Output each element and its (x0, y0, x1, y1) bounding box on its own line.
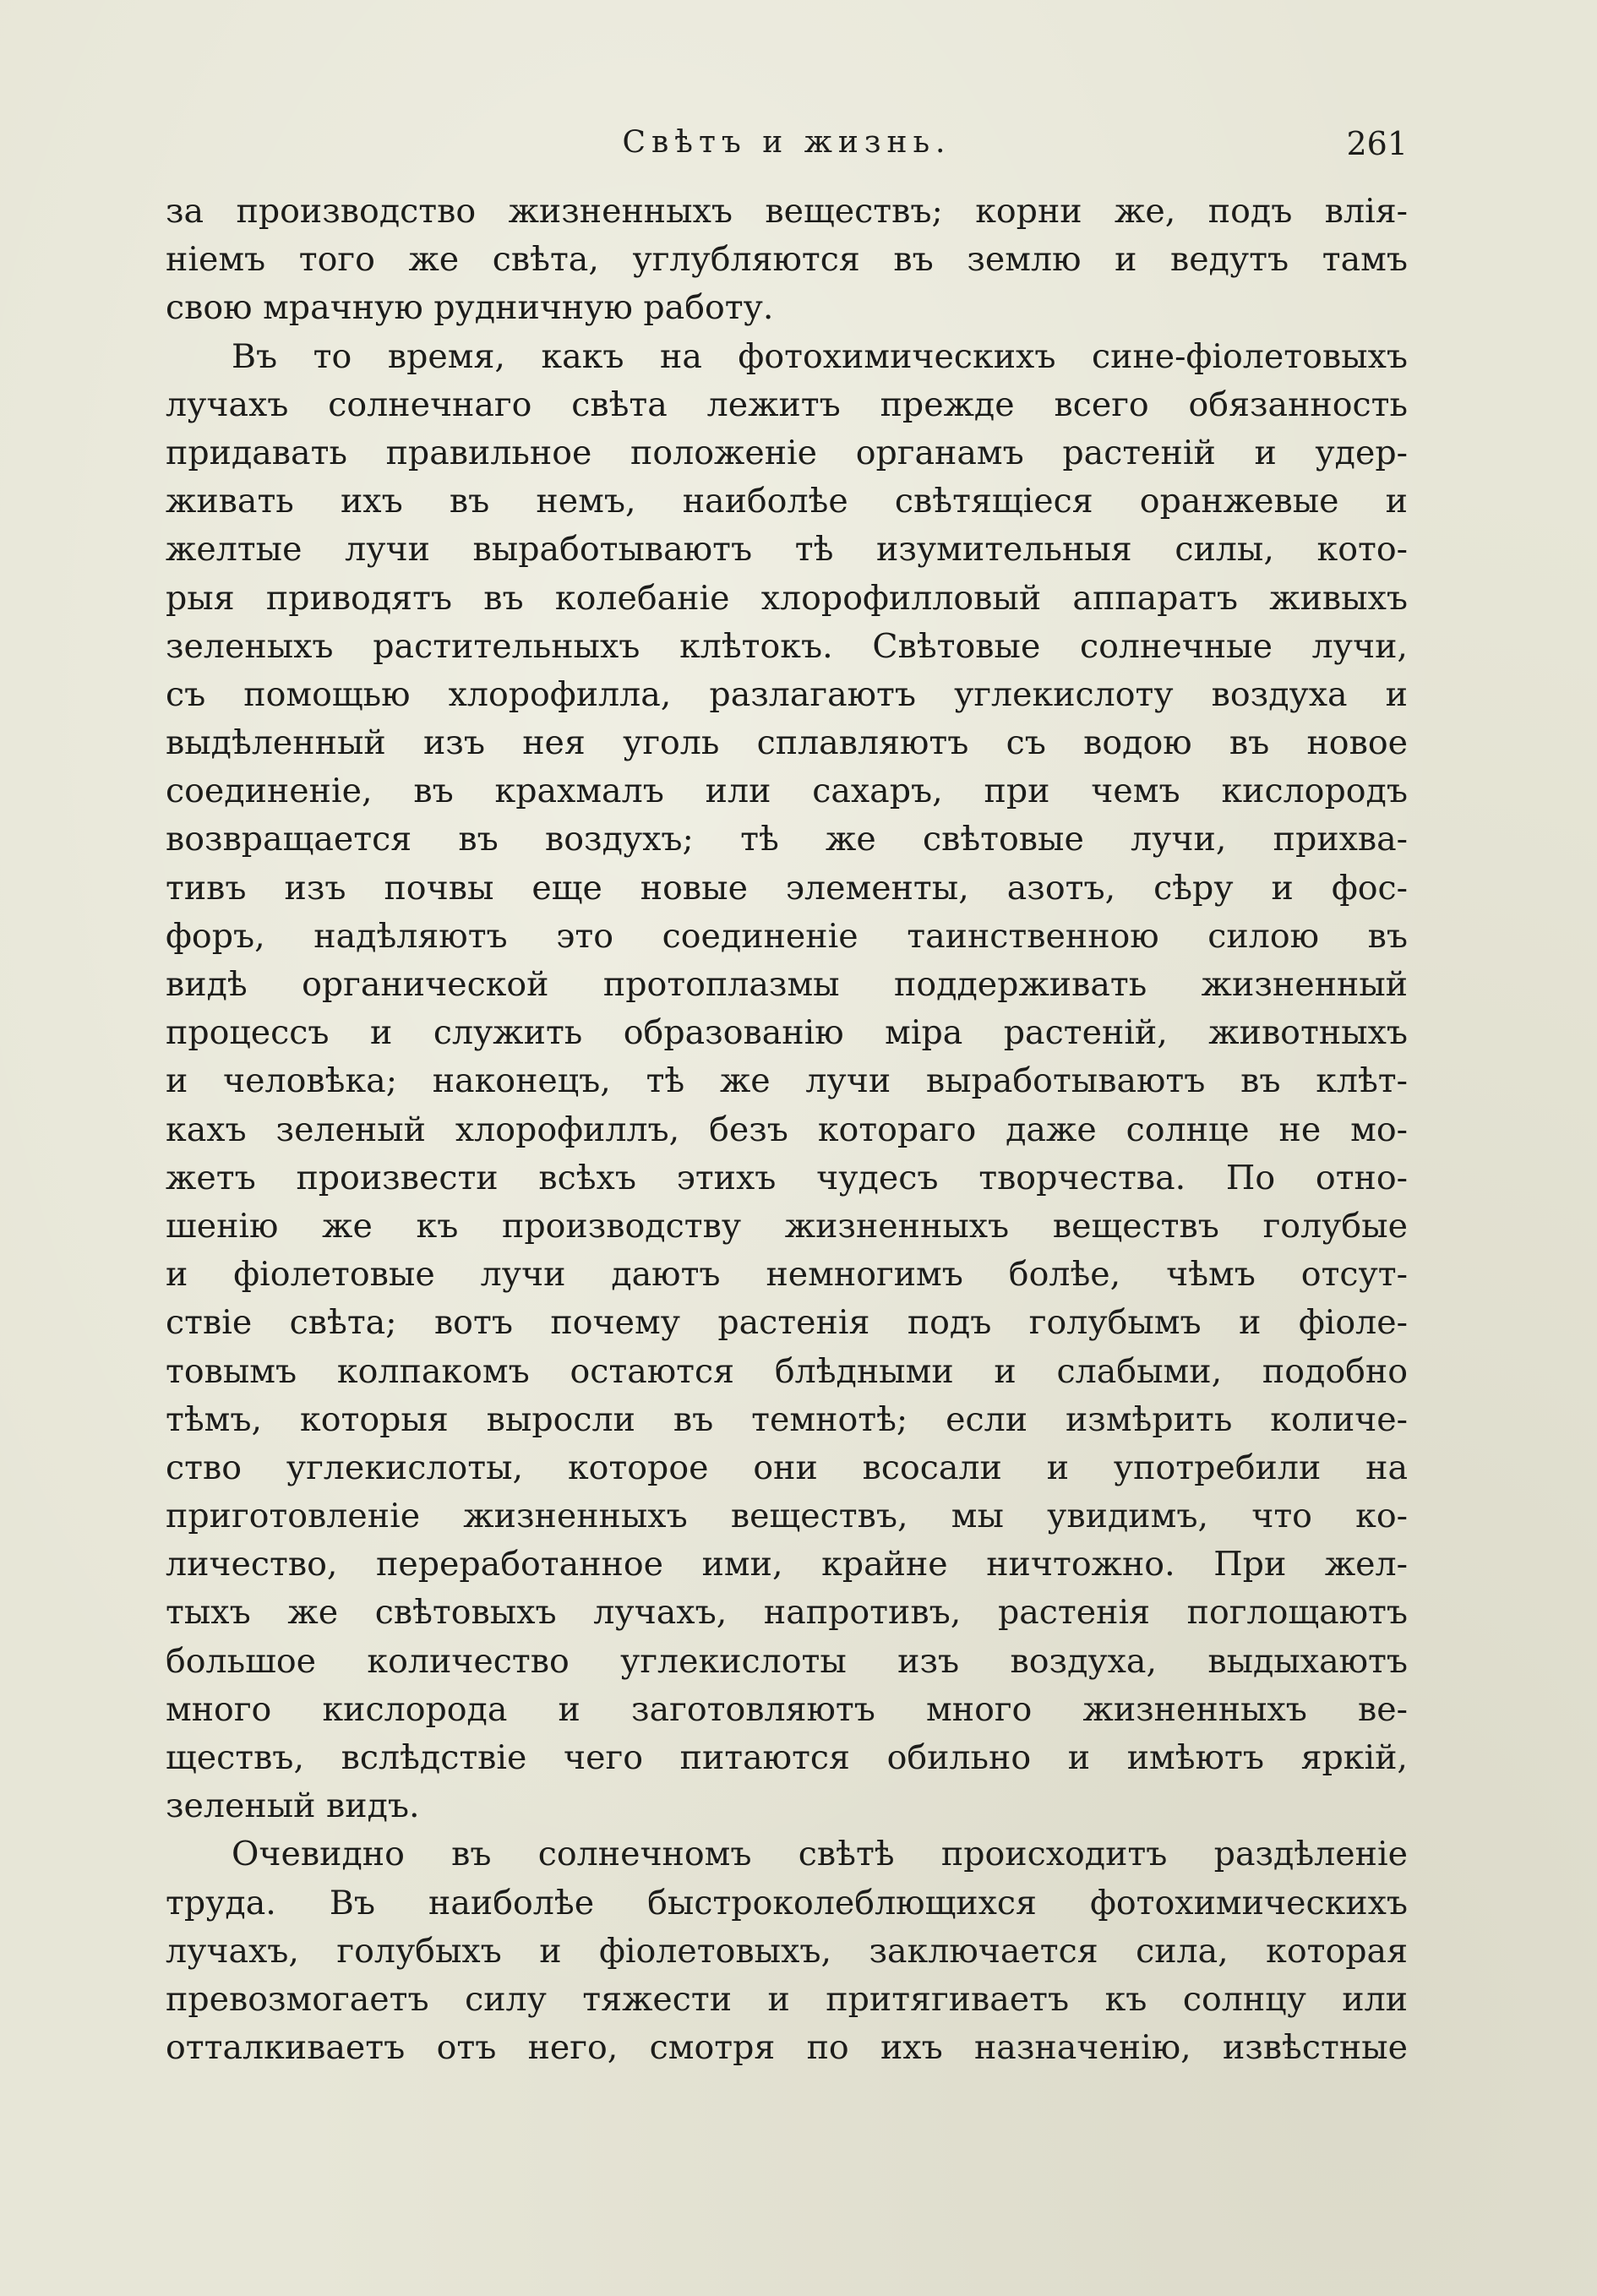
text-line: и фіолетовые лучи даютъ немногимъ болѣе, чѣмъ отсут- (166, 1255, 1408, 1295)
text-line: много кислорода и заготовляютъ много жизненныхъ ве- (166, 1689, 1408, 1729)
text-line: личество, переработанное ими, крайне ничтожно. При жел- (166, 1545, 1408, 1584)
text-line: ніемъ того же свѣта, углубляются въ землю и ведутъ тамъ (166, 240, 1408, 280)
text-line: и человѣка; наконецъ, тѣ же лучи выработываютъ въ клѣт- (166, 1061, 1408, 1101)
text-line: форъ, надѣляютъ это соединеніе таинственною силою въ (166, 916, 1408, 956)
text-line: приготовленіе жизненныхъ веществъ, мы увидимъ, что ко- (166, 1497, 1408, 1536)
text-line: съ помощью хлорофилла, разлагаютъ углекислоту воздуха и (166, 674, 1408, 714)
running-header (166, 125, 1408, 176)
text-line: кахъ зеленый хлорофиллъ, безъ котораго даже солнце не мо- (166, 1110, 1408, 1149)
text-line: жетъ произвести всѣхъ этихъ чудесъ творчества. По отно- (166, 1158, 1408, 1197)
text-line: зеленый видъ. (166, 1786, 420, 1826)
text-line: живать ихъ въ немъ, наиболѣе свѣтящіеся оранжевые и (166, 482, 1408, 521)
text-line: за производство жизненныхъ веществъ; корни же, подъ влія- (166, 192, 1408, 231)
text-line: товымъ колпакомъ остаются блѣдными и слабыми, подобно (166, 1351, 1408, 1391)
text-line: ствіе свѣта; вотъ почему растенія подъ голубымъ и фіоле- (166, 1303, 1408, 1343)
text-line: Въ то время, какъ на фотохимическихъ сине-фіолетовыхъ (232, 336, 1408, 376)
text-line: большое количество углекислоты изъ воздуха, выдыхаютъ (166, 1641, 1408, 1681)
text-line: тыхъ же свѣтовыхъ лучахъ, напротивъ, растенія поглощаютъ (166, 1593, 1408, 1633)
text-line: возвращается въ воздухъ; тѣ же свѣтовые лучи, прихва- (166, 820, 1408, 859)
text-line: превозмогаетъ силу тяжести и притягиваетъ къ солнцу или (166, 1979, 1408, 2019)
text-line: зеленыхъ растительныхъ клѣтокъ. Свѣтовые солнечные лучи, (166, 626, 1408, 666)
text-line: видѣ органической протоплазмы поддерживать жизненный (166, 965, 1408, 1004)
text-line: отталкиваетъ отъ него, смотря по ихъ назначенію, извѣстные (166, 2028, 1408, 2068)
text-line: труда. Въ наиболѣе быстроколеблющихся фотохимическихъ (166, 1883, 1408, 1922)
text-line: соединеніе, въ крахмалъ или сахаръ, при чемъ кислородъ (166, 772, 1408, 811)
text-line: выдѣленный изъ нея уголь сплавляютъ съ водою въ новое (166, 723, 1408, 763)
text-line: ство углекислоты, которое они всосали и употребили на (166, 1448, 1408, 1487)
text-line: процессъ и служить образованію міра растеній, животныхъ (166, 1013, 1408, 1053)
text-line: лучахъ солнечнаго свѣта лежитъ прежде всего обязанность (166, 384, 1408, 424)
text-line: Очевидно въ солнечномъ свѣтѣ происходитъ раздѣленіе (232, 1835, 1408, 1874)
page-number: 261 (1346, 125, 1408, 162)
text-line: тивъ изъ почвы еще новые элементы, азотъ, сѣру и фос- (166, 868, 1408, 908)
text-line: шенію же къ производству жизненныхъ веществъ голубые (166, 1206, 1408, 1246)
text-line: придавать правильное положеніе органамъ растеній и удер- (166, 433, 1408, 472)
text-line: ществъ, вслѣдствіе чего питаются обильно и имѣютъ яркій, (166, 1738, 1408, 1777)
text-line: рыя приводятъ въ колебаніе хлорофилловый аппаратъ живыхъ (166, 578, 1408, 618)
text-line: желтые лучи выработываютъ тѣ изумительныя силы, кото- (166, 530, 1408, 570)
text-line: тѣмъ, которыя выросли въ темнотѣ; если измѣрить количе- (166, 1399, 1408, 1439)
running-title: Свѣтъ и жизнь. (622, 125, 951, 160)
text-line: свою мрачную рудничную работу. (166, 288, 774, 328)
body-text (166, 188, 1408, 2072)
text-line: лучахъ, голубыхъ и фіолетовыхъ, заключается сила, которая (166, 1931, 1408, 1971)
